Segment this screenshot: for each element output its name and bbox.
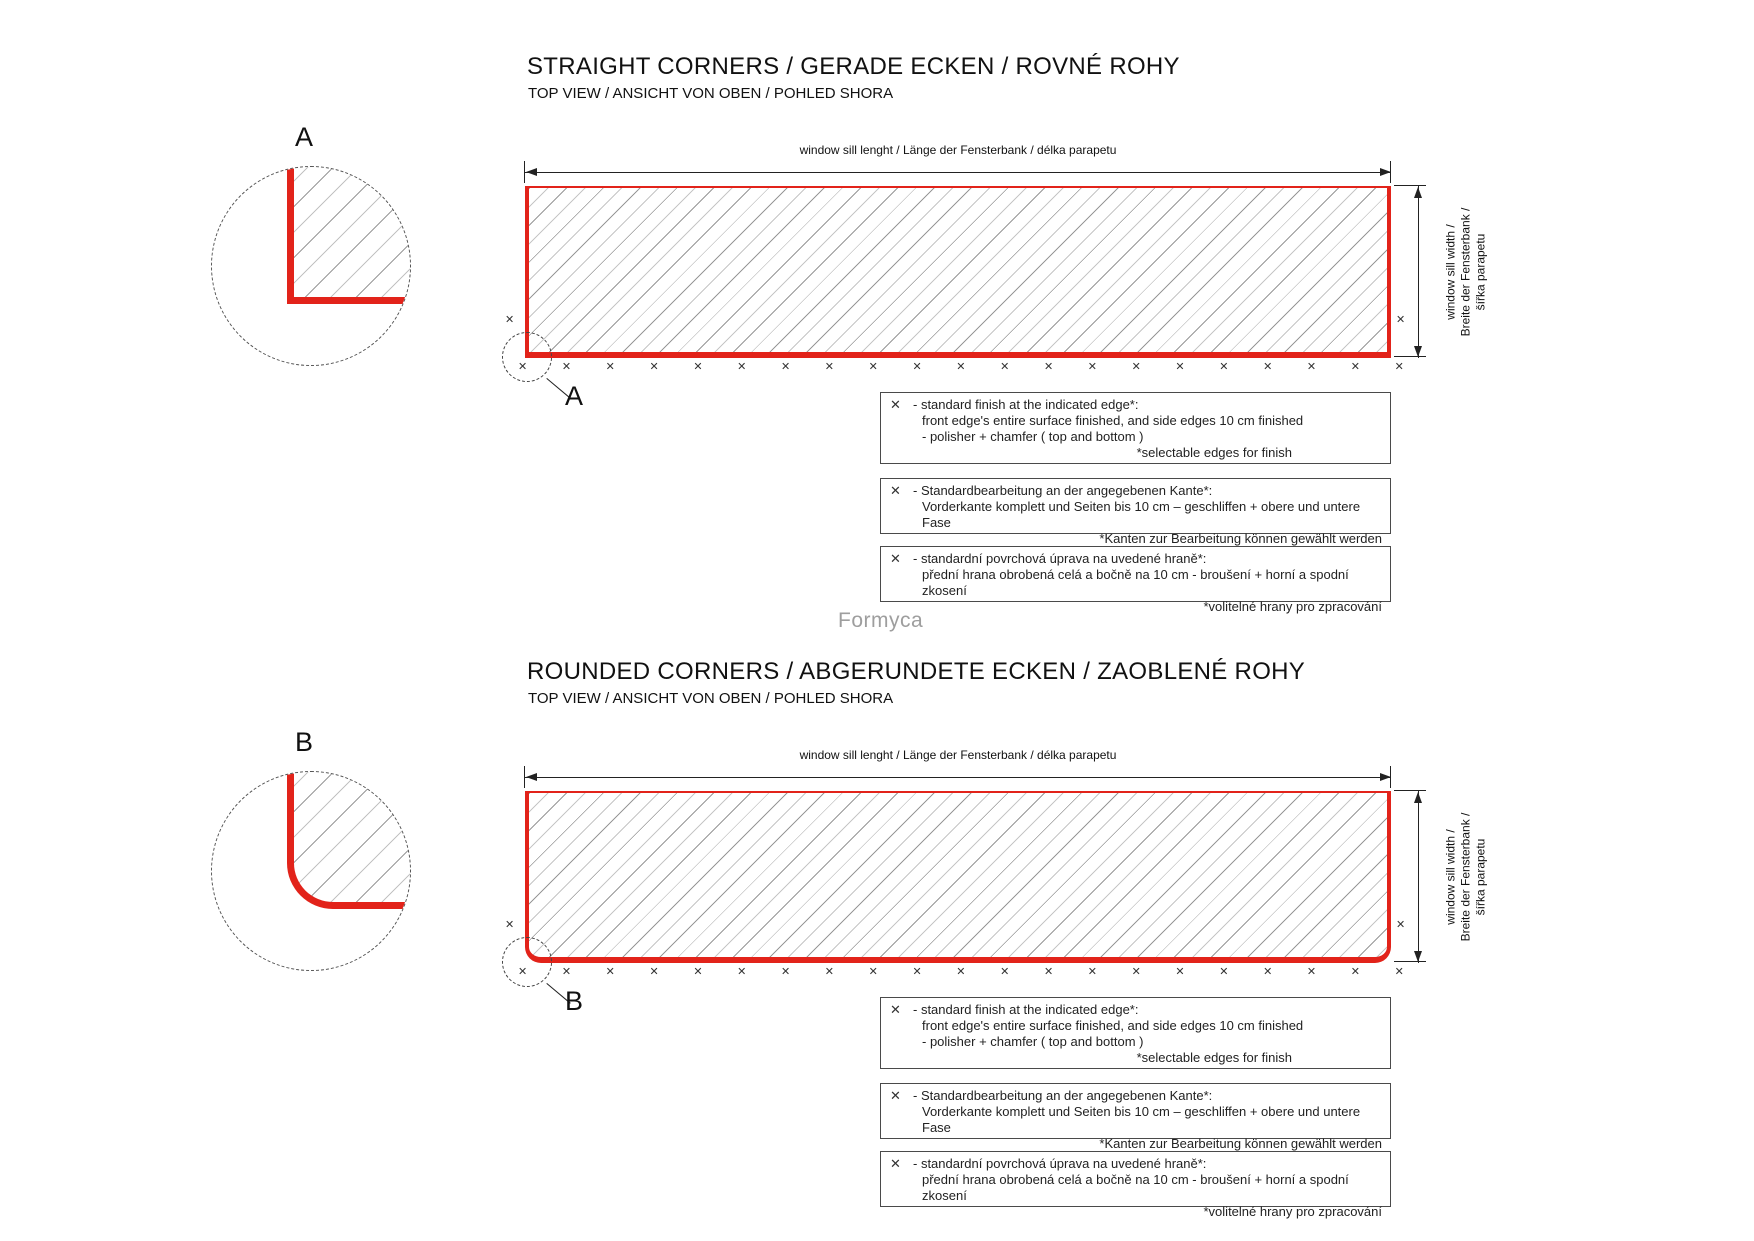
corner-callout-circle bbox=[502, 332, 552, 382]
edge-mark-icon: ✕ bbox=[1396, 313, 1406, 326]
width-dimension-line bbox=[1418, 186, 1419, 358]
edge-mark-icon: ✕ bbox=[1219, 965, 1229, 978]
corner-detail-circle bbox=[211, 771, 411, 971]
note-line: Vorderkante komplett und Seiten bis 10 cm – geschliffen + obere und untere Fase bbox=[922, 1104, 1361, 1135]
corner-callout-label: B bbox=[565, 986, 584, 1016]
edge-mark-icon: ✕ bbox=[1219, 360, 1229, 373]
length-dimension-line bbox=[525, 172, 1391, 173]
finish-note-box-en bbox=[880, 997, 1391, 1069]
length-dimension-label: window sill lenght / Länge der Fensterbank / délka parapetu bbox=[799, 748, 1117, 762]
edge-mark-icon: ✕ bbox=[1263, 965, 1273, 978]
finish-note-box-en bbox=[880, 392, 1391, 464]
detail-circle-label: A bbox=[295, 122, 314, 152]
corner-detail-circle bbox=[211, 166, 411, 366]
edge-mark-icon: ✕ bbox=[780, 360, 791, 373]
edge-mark-icon: ✕ bbox=[1000, 360, 1010, 373]
edge-mark-icon: ✕ bbox=[505, 313, 515, 326]
note-line: - standardní povrchová úprava na uvedené hraně*: bbox=[913, 551, 1207, 566]
edge-mark-icon: ✕ bbox=[1396, 918, 1406, 931]
dimension-arrow-up-icon bbox=[1414, 187, 1422, 198]
note-line: - polisher + chamfer ( top and bottom ) bbox=[922, 1034, 1144, 1049]
edge-marks-row bbox=[518, 360, 1404, 374]
section-subtitle: TOP VIEW / ANSICHT VON OBEN / POHLED SHORA bbox=[528, 85, 894, 102]
note-line: - standard finish at the indicated edge*: bbox=[913, 397, 1139, 412]
width-label-line: Breite der Fensterbank / bbox=[1458, 812, 1473, 942]
edge-mark-icon: ✕ bbox=[868, 965, 878, 978]
edge-mark-icon: ✕ bbox=[956, 965, 966, 978]
extension-line-top bbox=[1394, 790, 1426, 791]
note-line: - standard finish at the indicated edge*: bbox=[913, 1002, 1139, 1017]
extension-tick-left bbox=[524, 161, 525, 183]
section-rounded-corners bbox=[0, 605, 1754, 1219]
note-line: - polisher + chamfer ( top and bottom ) bbox=[922, 429, 1144, 444]
edge-mark-icon: ✕ bbox=[561, 965, 572, 978]
width-label-line: window sill width / bbox=[1443, 224, 1458, 320]
edge-mark-icon: ✕ bbox=[561, 360, 572, 373]
corner-callout-label: A bbox=[565, 381, 584, 411]
width-label-line: window sill width / bbox=[1443, 829, 1458, 925]
edge-mark-icon: ✕ bbox=[780, 965, 791, 978]
edge-mark-icon: ✕ bbox=[518, 360, 528, 373]
section-title: STRAIGHT CORNERS / GERADE ECKEN / ROVNÉ ROHY bbox=[527, 53, 1180, 80]
edge-mark-icon: ✕ bbox=[890, 1089, 901, 1104]
width-dimension-label bbox=[1444, 208, 1489, 337]
edge-mark-icon: ✕ bbox=[1394, 965, 1404, 978]
width-label-line: Breite der Fensterbank / bbox=[1458, 207, 1473, 337]
section-title: ROUNDED CORNERS / ABGERUNDETE ECKEN / ZAOBLENÉ ROHY bbox=[527, 658, 1306, 685]
dimension-arrow-up-icon bbox=[1414, 792, 1422, 803]
note-line: front edge's entire surface finished, and side edges 10 cm finished bbox=[922, 1018, 1304, 1033]
edge-mark-icon: ✕ bbox=[824, 360, 835, 373]
edge-mark-icon: ✕ bbox=[505, 918, 515, 931]
note-line: front edge's entire surface finished, and side edges 10 cm finished bbox=[922, 413, 1304, 428]
edge-mark-icon: ✕ bbox=[956, 360, 966, 373]
width-label-line: šířka parapetu bbox=[1473, 838, 1488, 916]
width-dimension-label bbox=[1444, 813, 1489, 942]
corner-callout-circle bbox=[502, 937, 552, 987]
note-line: - Standardbearbeitung an der angegebenen Kante*: bbox=[913, 1088, 1213, 1103]
edge-mark-icon: ✕ bbox=[737, 360, 747, 373]
finish-note-box-cs bbox=[880, 546, 1391, 614]
edge-mark-icon: ✕ bbox=[649, 965, 659, 978]
edge-mark-icon: ✕ bbox=[518, 965, 528, 978]
edge-mark-icon: ✕ bbox=[890, 1157, 901, 1172]
corner-detail-drawing bbox=[287, 166, 411, 304]
edge-mark-icon: ✕ bbox=[1131, 965, 1141, 978]
dimension-arrow-right-icon bbox=[1380, 168, 1391, 176]
edge-mark-icon: ✕ bbox=[868, 360, 878, 373]
edge-mark-icon: ✕ bbox=[1087, 360, 1097, 373]
edge-mark-icon: ✕ bbox=[1175, 965, 1185, 978]
dimension-arrow-left-icon bbox=[526, 773, 537, 781]
edge-mark-icon: ✕ bbox=[693, 965, 703, 978]
edge-mark-icon: ✕ bbox=[1350, 965, 1360, 978]
edge-mark-icon: ✕ bbox=[605, 360, 615, 373]
edge-mark-icon: ✕ bbox=[605, 965, 615, 978]
note-line: - Standardbearbeitung an der angegebenen Kante*: bbox=[913, 483, 1213, 498]
note-line: přední hrana obrobená celá a bočně na 10 cm - broušení + horní a spodní zkosení bbox=[922, 567, 1349, 598]
length-dimension-line bbox=[525, 777, 1391, 778]
window-sill-plan bbox=[525, 791, 1391, 963]
note-footnote: *selectable edges for finish bbox=[1136, 445, 1292, 460]
note-footnote: *volitelné hrany pro zpracování bbox=[1203, 1204, 1382, 1219]
edge-mark-icon: ✕ bbox=[890, 1003, 901, 1018]
edge-mark-icon: ✕ bbox=[912, 360, 922, 373]
note-footnote: *Kanten zur Bearbeitung können gewählt werden bbox=[1099, 531, 1382, 546]
edge-mark-icon: ✕ bbox=[890, 484, 901, 499]
edge-marks-row bbox=[518, 965, 1404, 979]
edge-mark-icon: ✕ bbox=[1175, 360, 1185, 373]
watermark: Formyca bbox=[838, 609, 924, 632]
note-footnote: *Kanten zur Bearbeitung können gewählt werden bbox=[1099, 1136, 1382, 1151]
note-line: Vorderkante komplett und Seiten bis 10 cm – geschliffen + obere und untere Fase bbox=[922, 499, 1361, 530]
dimension-arrow-left-icon bbox=[526, 168, 537, 176]
edge-mark-icon: ✕ bbox=[1043, 965, 1054, 978]
edge-mark-icon: ✕ bbox=[1394, 360, 1404, 373]
edge-mark-icon: ✕ bbox=[1043, 360, 1054, 373]
edge-mark-icon: ✕ bbox=[824, 965, 835, 978]
window-sill-plan bbox=[525, 186, 1391, 358]
detail-circle-label: B bbox=[295, 727, 314, 757]
note-footnote: *selectable edges for finish bbox=[1136, 1050, 1292, 1065]
edge-mark-icon: ✕ bbox=[1306, 360, 1317, 373]
note-line: přední hrana obrobená celá a bočně na 10 cm - broušení + horní a spodní zkosení bbox=[922, 1172, 1349, 1203]
edge-mark-icon: ✕ bbox=[890, 552, 901, 567]
dimension-arrow-down-icon bbox=[1414, 346, 1422, 357]
edge-mark-icon: ✕ bbox=[1000, 965, 1010, 978]
edge-mark-icon: ✕ bbox=[1263, 360, 1273, 373]
edge-mark-icon: ✕ bbox=[649, 360, 659, 373]
finish-note-box-de bbox=[880, 1083, 1391, 1151]
edge-mark-icon: ✕ bbox=[693, 360, 703, 373]
finish-note-box-de bbox=[880, 478, 1391, 546]
extension-tick-left bbox=[524, 766, 525, 788]
note-line: - standardní povrchová úprava na uvedené hraně*: bbox=[913, 1156, 1207, 1171]
dimension-arrow-down-icon bbox=[1414, 951, 1422, 962]
length-dimension-label: window sill lenght / Länge der Fensterbank / délka parapetu bbox=[799, 143, 1117, 157]
extension-line-top bbox=[1394, 185, 1426, 186]
width-label-line: šířka parapetu bbox=[1473, 233, 1488, 311]
edge-mark-icon: ✕ bbox=[912, 965, 922, 978]
dimension-arrow-right-icon bbox=[1380, 773, 1391, 781]
edge-mark-icon: ✕ bbox=[737, 965, 747, 978]
corner-detail-drawing bbox=[287, 771, 411, 909]
edge-mark-icon: ✕ bbox=[890, 398, 901, 413]
note-footnote: *volitelné hrany pro zpracování bbox=[1203, 599, 1382, 614]
section-straight-corners bbox=[0, 0, 1754, 614]
section-subtitle: TOP VIEW / ANSICHT VON OBEN / POHLED SHORA bbox=[528, 690, 894, 707]
edge-mark-icon: ✕ bbox=[1306, 965, 1317, 978]
finish-note-box-cs bbox=[880, 1151, 1391, 1219]
edge-mark-icon: ✕ bbox=[1350, 360, 1360, 373]
width-dimension-line bbox=[1418, 791, 1419, 963]
edge-mark-icon: ✕ bbox=[1131, 360, 1141, 373]
edge-mark-icon: ✕ bbox=[1087, 965, 1097, 978]
